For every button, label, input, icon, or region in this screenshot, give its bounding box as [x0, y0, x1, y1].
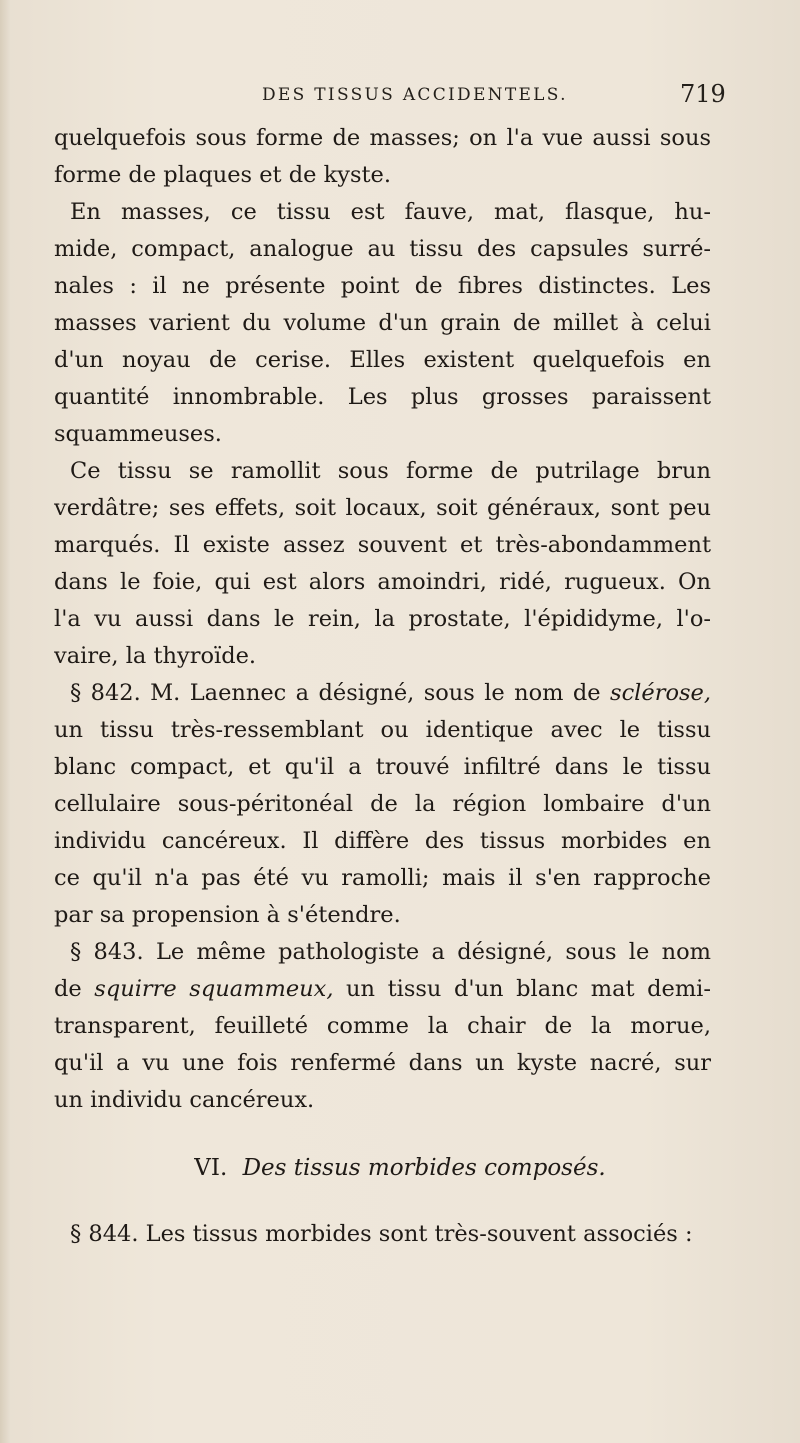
paragraph-842-start: § 842. M. Laennec a désigné, sous le nom de	[70, 680, 601, 706]
text-line: forme de plaques et de kyste.	[54, 162, 392, 188]
text-line: ce qu'il n'a pas été vu ramolli; mais il s'en rapproche	[54, 865, 711, 891]
term-squirre-squammeux: squirre squammeux,	[94, 976, 334, 1002]
text-line: l'a vu aussi dans le rein, la prostate, l'épididyme, l'o-	[54, 606, 711, 632]
line-continuation: un tissu d'un blanc mat demi-	[346, 976, 711, 1002]
text-line: verdâtre; ses effets, soit locaux, soit généraux, sont peu	[54, 495, 711, 521]
text-line: qu'il a vu une fois renfermé dans un kyste nacré, sur	[54, 1050, 711, 1076]
text-line: vaire, la thyroïde.	[54, 643, 257, 669]
text-line: un tissu très-ressemblant ou identique avec le tissu	[54, 717, 711, 743]
text-line: dans le foie, qui est alors amoindri, ridé, rugueux. On	[54, 569, 711, 595]
running-title: DES TISSUS ACCIDENTELS.	[262, 85, 568, 105]
text-line: par sa propension à s'étendre.	[54, 902, 401, 928]
text-line: transparent, feuilleté comme la chair de la morue,	[54, 1013, 711, 1039]
text-line	[70, 675, 711, 711]
text-line: En masses, ce tissu est fauve, mat, flasque, hu-	[70, 199, 711, 225]
text-line: Ce tissu se ramollit sous forme de putrilage brun	[70, 458, 711, 484]
text-line: § 844. Les tissus morbides sont très-souvent associés :	[70, 1221, 693, 1247]
text-line: un individu cancéreux.	[54, 1087, 315, 1113]
text-line: mide, compact, analogue au tissu des capsules surré-	[54, 236, 711, 262]
text-line: blanc compact, et qu'il a trouvé infiltré dans le tissu	[54, 754, 711, 780]
page-gutter	[0, 0, 10, 1443]
section-title: Des tissus morbides composés.	[242, 1155, 606, 1181]
text-line: masses varient du volume d'un grain de millet à celui	[54, 310, 711, 336]
page-number: 719	[680, 80, 726, 108]
text-line: quantité innombrable. Les plus grosses paraissent	[54, 384, 711, 410]
running-header	[0, 80, 800, 114]
text-line: marqués. Il existe assez souvent et très-abondamment	[54, 532, 711, 558]
text-line: d'un noyau de cerise. Elles existent quelquefois en	[54, 347, 711, 373]
text-line: individu cancéreux. Il diffère des tissus morbides en	[54, 828, 711, 854]
word-de: de	[54, 976, 82, 1002]
text-line: quelquefois sous forme de masses; on l'a vue aussi sous	[54, 125, 711, 151]
term-sclerose: sclérose,	[610, 680, 711, 706]
text-line: squammeuses.	[54, 421, 222, 447]
text-line: cellulaire sous-péritonéal de la région lombaire d'un	[54, 791, 711, 817]
text-line	[54, 971, 711, 1007]
section-number: VI.	[194, 1155, 228, 1181]
text-line: nales : il ne présente point de fibres distinctes. Les	[54, 273, 711, 299]
text-line: § 843. Le même pathologiste a désigné, sous le nom	[70, 939, 711, 965]
section-heading	[0, 1150, 800, 1186]
